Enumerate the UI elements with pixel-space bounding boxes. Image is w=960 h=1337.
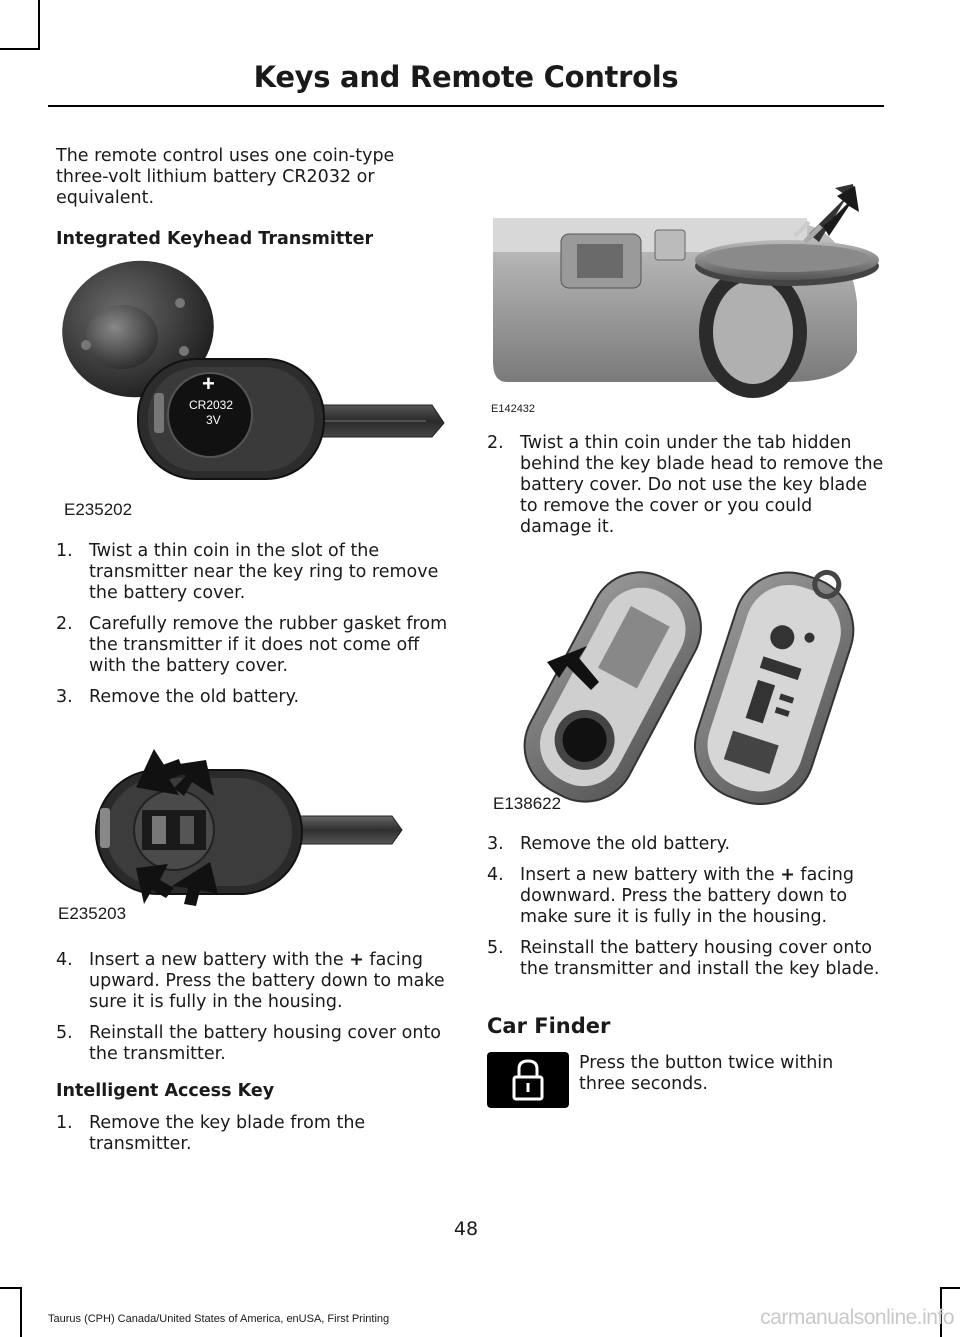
list-item: 2. Twist a thin coin under the tab hidden behind the key blade head to remove the battery cover. Do not use the key blade to remove the cover or you could damage it. <box>487 433 884 537</box>
battery-label-cr2032: CR2032 <box>189 398 234 412</box>
figure-code: E235203 <box>58 904 127 923</box>
battery-label-3v: 3V <box>206 413 221 427</box>
section-heading-car-finder: Car Finder <box>487 1014 611 1038</box>
intelligent-key-illustration <box>487 566 887 816</box>
list-item: 5. Reinstall the battery housing cover onto the transmitter. <box>56 1023 442 1064</box>
figure-code: E235202 <box>64 500 133 519</box>
crop-mark <box>0 48 40 50</box>
crop-mark <box>38 0 40 50</box>
steps-intelligent-access-right <box>487 433 887 548</box>
section-heading-intelligent-access: Intelligent Access Key <box>56 1081 275 1101</box>
list-item: 4. Insert a new battery with the + facing upward. Press the battery down to make sure it is fully in the housing. <box>56 950 445 1012</box>
steps-integrated-keyhead <box>56 541 448 708</box>
steps-integrated-keyhead-cont <box>56 950 448 1065</box>
battery-plus-symbol: + <box>202 371 215 396</box>
figure-code: E138622 <box>493 794 562 813</box>
figure-keyhead-battery <box>56 255 448 523</box>
print-info: Taurus (CPH) Canada/United States of America, enUSA, First Printing <box>48 1313 390 1325</box>
list-item: 1. Twist a thin coin in the slot of the transmitter near the key ring to remove the battery cover. <box>56 541 439 603</box>
figure-intelligent-key-open <box>487 566 887 816</box>
header-divider <box>48 105 884 107</box>
figure-code: E142432 <box>491 403 536 415</box>
list-item: 1. Remove the key blade from the transmitter. <box>56 1113 366 1154</box>
section-heading-integrated-keyhead: Integrated Keyhead Transmitter <box>56 229 374 249</box>
steps-intelligent-access <box>56 1113 448 1155</box>
list-item: 2. Carefully remove the rubber gasket from the transmitter if it does not come off with the battery cover. <box>56 614 448 676</box>
coin-tab-illustration <box>487 182 887 420</box>
intro-paragraph: The remote control uses one coin-type three-volt lithium battery CR2032 or equivalent. <box>56 146 395 208</box>
keyhead-battery-illustration <box>56 255 448 523</box>
figure-coin-tab <box>487 182 887 420</box>
figure-remove-battery <box>56 738 448 928</box>
list-item: 5. Reinstall the battery housing cover onto the transmitter and install the key blade. <box>487 938 880 979</box>
page-title: Keys and Remote Controls <box>253 60 679 94</box>
crop-mark <box>20 1287 22 1337</box>
list-item: 3. Remove the old battery. <box>56 687 300 707</box>
watermark: carmanualsonline.info <box>760 1306 954 1329</box>
crop-mark <box>940 1287 960 1289</box>
page-number: 48 <box>453 1218 479 1240</box>
list-item: 3. Remove the old battery. <box>487 834 731 854</box>
crop-mark <box>0 1287 22 1289</box>
steps-intelligent-access-cont <box>487 834 887 990</box>
list-item: 4. Insert a new battery with the + facing downward. Press the battery down to make sure it is fully in the housing. <box>487 865 854 927</box>
car-finder-text: Press the button twice within three seconds. <box>579 1053 834 1094</box>
left-column <box>56 146 448 1165</box>
remove-battery-illustration <box>56 738 448 928</box>
lock-button-icon <box>487 1052 569 1108</box>
